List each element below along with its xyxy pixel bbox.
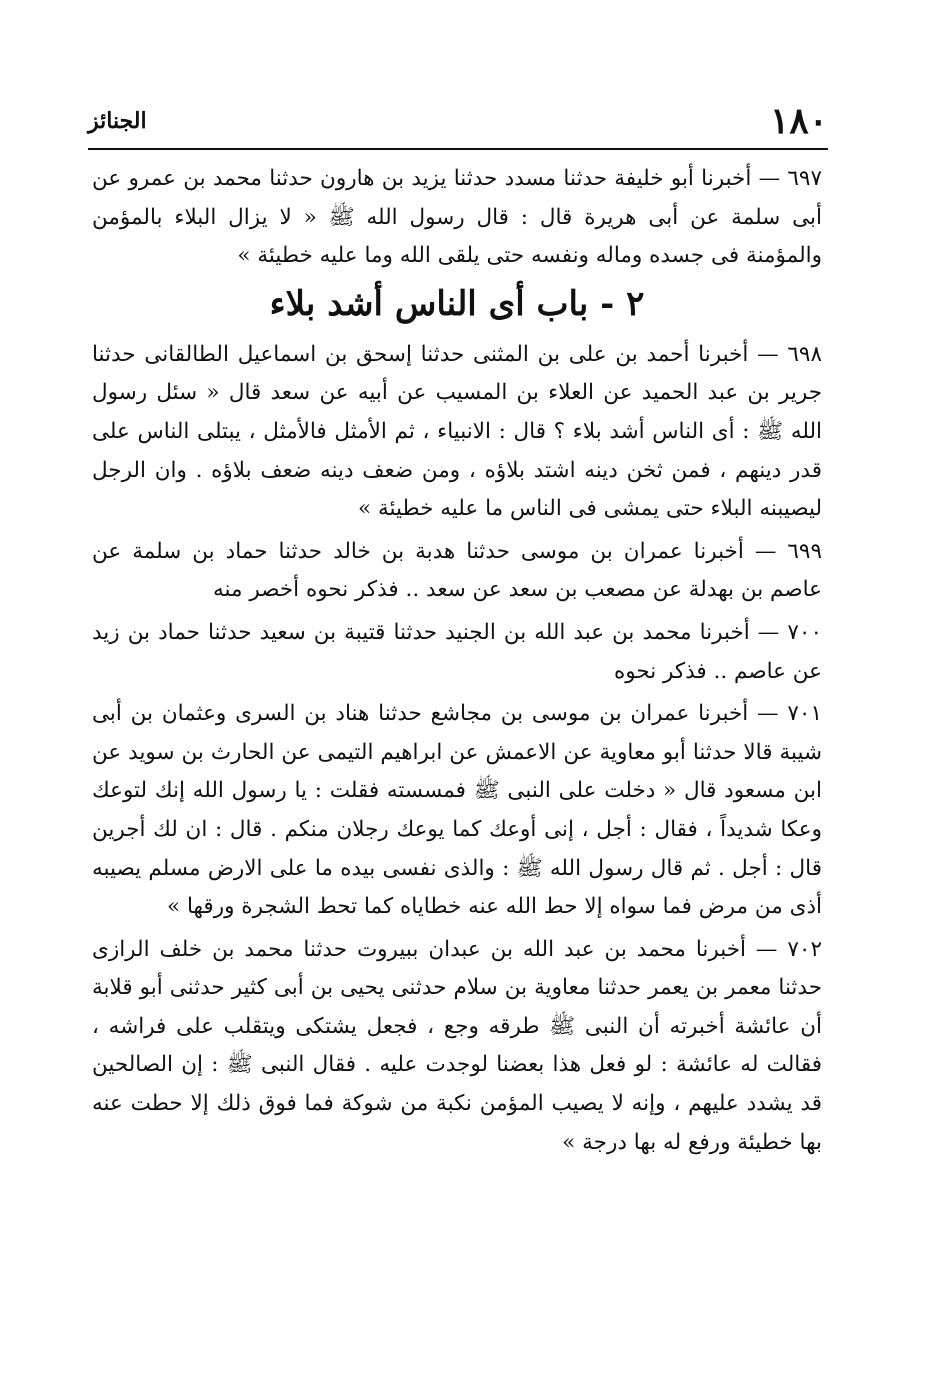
hadith-697: ٦٩٧ — أخبرنا أبو خليفة حدثنا مسدد حدثنا يزيد بن هارون حدثنا محمد بن عمرو عن أبى سلمة عن أبى هريرة قال : قال رسول الله ﷺ « لا يزال البلاء بالمؤمن والمؤمنة فى جسده وماله ونفسه حتى يلقى الله وما عليه خطيئة » [92, 166, 822, 269]
hadith-700: ٧٠٠ — أخبرنا محمد بن عبد الله بن الجنيد حدثنا قتيبة بن سعيد حدثنا حماد بن زيد عن عاصم .. فذكر نحوه [92, 619, 822, 684]
header-rule [88, 148, 828, 150]
running-title: الجنائز [88, 108, 147, 134]
page-body [92, 160, 822, 1166]
hadith-699: ٦٩٩ — أخبرنا عمران بن موسى حدثنا هدبة بن خالد حدثنا حماد بن سلمة عن عاصم بن بهدلة عن مصعب بن سعد عن سعد .. فذكر نحوه أخصر منه [92, 538, 822, 603]
chapter-title: ٢ - باب أى الناس أشد بلاء [269, 283, 645, 324]
hadith-698: ٦٩٨ — أخبرنا أحمد بن على بن المثنى حدثنا إسحق بن اسماعيل الطالقانى حدثنا جرير بن عبد الحميد عن العلاء بن المسيب عن أبيه عن سعد قال « سئل رسول الله ﷺ : أى الناس أشد بلاء ؟ قال : الانبياء ، ثم الأمثل فالأمثل ، يبتلى الناس على قدر دينهم ، فمن ثخن دينه اشتد بلاؤه ، ومن ضعف دينه ضعف بلاؤه . وان الرجل ليصيبنه البلاء حتى يمشى فى الناس ما عليه خطيئة » [92, 341, 822, 522]
hadith-702: ٧٠٢ — أخبرنا محمد بن عبد الله بن عبدان ببيروت حدثنا محمد بن خلف الرازى حدثنا معمر بن يعمر حدثنا معاوية بن سلام حدثنى يحيى بن أبى كثير حدثنى أبو قلابة أن عائشة أخبرته أن النبى ﷺ طرقه وجع ، فجعل يشتكى ويتقلب على فراشه ، فقالت له عائشة : لو فعل هذا بعضنا لوجدت عليه . فقال النبى ﷺ : إن الصالحين قد يشدد عليهم ، وإنه لا يصيب المؤمن نكبة من شوكة فما فوق ذلك إلا حطت عنه بها خطيئة ورفع له بها درجة » [92, 936, 822, 1155]
hadith-701: ٧٠١ — أخبرنا عمران بن موسى بن مجاشع حدثنا هناد بن السرى وعثمان بن أبى شيبة قالا حدثنا أبو معاوية عن الاعمش عن ابراهيم التيمى عن الحارث بن سويد عن ابن مسعود قال « دخلت على النبى ﷺ فمسسته فقلت : يا رسول الله إنك لتوعك وعكا شديداً ، فقال : أجل ، إنى أوعك كما يوعك رجلان منكم . قال : ان لك أجرين قال : أجل . ثم قال رسول الله ﷺ : والذى نفسى بيده ما على الارض مسلم يصيبه أذى من مرض فما سواه إلا حط الله عنه خطاياه كما تحط الشجرة ورقها » [92, 701, 822, 920]
page-number: ١٨٠ [769, 100, 828, 142]
page-header [88, 100, 828, 146]
